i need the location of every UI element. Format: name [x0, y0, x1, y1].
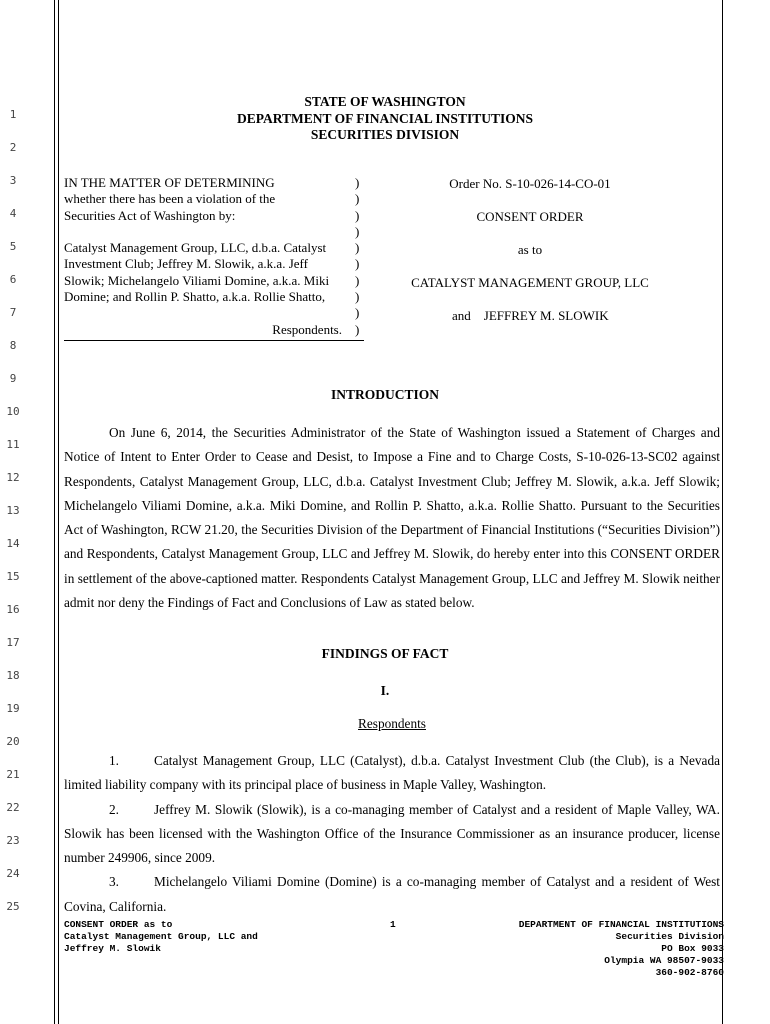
line-number: 1 [9, 108, 17, 121]
line-number: 25 [6, 900, 20, 913]
line-number: 5 [9, 240, 17, 253]
right-margin-rule [722, 0, 723, 1024]
page-number: 1 [390, 919, 396, 930]
paren: ) [355, 289, 360, 305]
heading-division: SECURITIES DIVISION [310, 127, 460, 142]
caption-line: Securities Act of Washington by: [64, 207, 236, 223]
paren: ) [355, 305, 360, 321]
line-number: 22 [6, 801, 20, 814]
respondents-subheading: Respondents [358, 716, 426, 731]
footer-left-line: Catalyst Management Group, LLC and [64, 931, 258, 942]
caption-line: Investment Club; Jeffrey M. Slowik, a.k.a. Jeff [64, 256, 308, 272]
footer-right-line: Securities Division [615, 931, 724, 942]
line-number: 8 [9, 339, 17, 352]
introduction-body [64, 421, 720, 615]
line-number: 17 [6, 636, 20, 649]
caption-line [64, 224, 354, 240]
footer-left-line: Jeffrey M. Slowik [64, 943, 161, 954]
caption-line: Domine; and Rollin P. Shatto, a.k.a. Rollie Shatto, [64, 289, 326, 305]
line-number: 21 [6, 768, 20, 781]
line-number: 6 [9, 273, 17, 286]
order-title: CONSENT ORDER [476, 209, 584, 224]
party-catalyst: CATALYST MANAGEMENT GROUP, LLC [411, 275, 649, 290]
finding-number: 3. [109, 874, 119, 890]
line-number: 12 [6, 471, 20, 484]
and-label: and [452, 308, 471, 323]
finding-text: Jeffrey M. Slowik (Slowik), is a co-managing member of Catalyst and a resident of Maple Valley, WA. Slowik has been licensed with the Washington Office of the Insurance Commissioner as an insurance producer, license number 249906, since 2009. [64, 801, 720, 866]
left-margin-rule-inner [58, 0, 59, 1024]
line-number: 10 [6, 405, 20, 418]
footer-right-line: 360-902-8760 [655, 967, 724, 978]
paren: ) [355, 272, 360, 288]
order-number: Order No. S-10-026-14-CO-01 [449, 176, 611, 191]
finding-number: 2. [109, 801, 119, 817]
respondents-label: Respondents. [272, 321, 342, 337]
footer-right [470, 919, 724, 979]
paren: ) [355, 321, 360, 337]
line-number: 3 [9, 174, 17, 187]
line-number: 16 [6, 603, 20, 616]
line-number: 19 [6, 702, 20, 715]
line-number: 7 [9, 306, 17, 319]
finding-item [64, 749, 720, 798]
caption-line: Catalyst Management Group, LLC, d.b.a. Catalyst [64, 240, 327, 256]
line-number: 9 [9, 372, 17, 385]
line-number: 20 [6, 735, 20, 748]
footer-left [64, 919, 258, 955]
line-number: 13 [6, 504, 20, 517]
introduction-title: INTRODUCTION [330, 387, 439, 402]
caption-underline [64, 340, 364, 341]
paren: ) [355, 191, 360, 207]
introduction-paragraph: On June 6, 2014, the Securities Administrator of the State of Washington issued a Statement of Charges and Notice of Intent to Enter Order to Cease and Desist, to Impose a Fine and to Charge Costs, S-10-026-13-SC02 against Respondents, Catalyst Management Group, LLC, d.b.a. Catalyst Investment Club; Jeffrey M. Slowik, a.k.a. Jeff Slowik; Michelangelo Viliami Domine, a.k.a. Miki Domine, and Rollin P. Shatto, a.k.a. Rollie Shatto. Pursuant to the Securities Act of Washington, RCW 21.20, the Securities Division of the Department of Financial Institutions (“Securities Division”) and Respondents, Catalyst Management Group, LLC and Jeffrey M. Slowik, do hereby enter into this CONSENT ORDER in settlement of the above-captioned matter. Respondents Catalyst Management Group, LLC and Jeffrey M. Slowik neither admit nor deny the Findings of Fact and Conclusions of Law as stated below. [64, 425, 720, 611]
caption-line: whether there has been a violation of the [64, 191, 276, 207]
findings-title: FINDINGS OF FACT [321, 646, 449, 661]
footer-right-line: Olympia WA 98507-9033 [604, 955, 724, 966]
finding-number: 1. [109, 753, 119, 768]
left-margin-rule-outer [54, 0, 55, 1024]
finding-text: Catalyst Management Group, LLC (Catalyst), d.b.a. Catalyst Investment Club (the Club), is a Nevada limited liability company with its principal place of business in Maple Valley, Washington. [64, 753, 720, 793]
section-number: I. [380, 683, 390, 698]
paren: ) [355, 240, 360, 256]
line-number: 24 [6, 867, 20, 880]
paren: ) [355, 223, 360, 239]
line-number: 14 [6, 537, 20, 550]
caption-line: Slowik; Michelangelo Viliami Domine, a.k.a. Miki [64, 272, 330, 288]
as-to: as to [517, 242, 543, 257]
paren: ) [355, 207, 360, 223]
paren: ) [355, 256, 360, 272]
line-number: 18 [6, 669, 20, 682]
paren: ) [355, 175, 360, 190]
caption-parens [355, 175, 359, 338]
footer-right-line: DEPARTMENT OF FINANCIAL INSTITUTIONS [518, 919, 724, 930]
footer-left-line: CONSENT ORDER as to [64, 919, 173, 930]
finding-item [64, 798, 720, 871]
finding-item [64, 870, 720, 919]
findings-body [64, 749, 720, 919]
line-number: 4 [9, 207, 17, 220]
line-number: 15 [6, 570, 20, 583]
case-caption [64, 175, 354, 338]
line-number: 2 [9, 141, 17, 154]
heading-state: STATE OF WASHINGTON [304, 94, 466, 109]
slowik-name: JEFFREY M. SLOWIK [483, 308, 609, 323]
heading-department: DEPARTMENT OF FINANCIAL INSTITUTIONS [237, 111, 533, 126]
line-number: 23 [6, 834, 20, 847]
footer-right-line: PO Box 9033 [661, 943, 724, 954]
caption-line: IN THE MATTER OF DETERMINING [64, 175, 275, 190]
finding-text: Michelangelo Viliami Domine (Domine) is a co-managing member of Catalyst and a resident of West Covina, California. [64, 874, 720, 914]
line-number: 11 [6, 438, 20, 451]
party-slowik [452, 308, 609, 324]
